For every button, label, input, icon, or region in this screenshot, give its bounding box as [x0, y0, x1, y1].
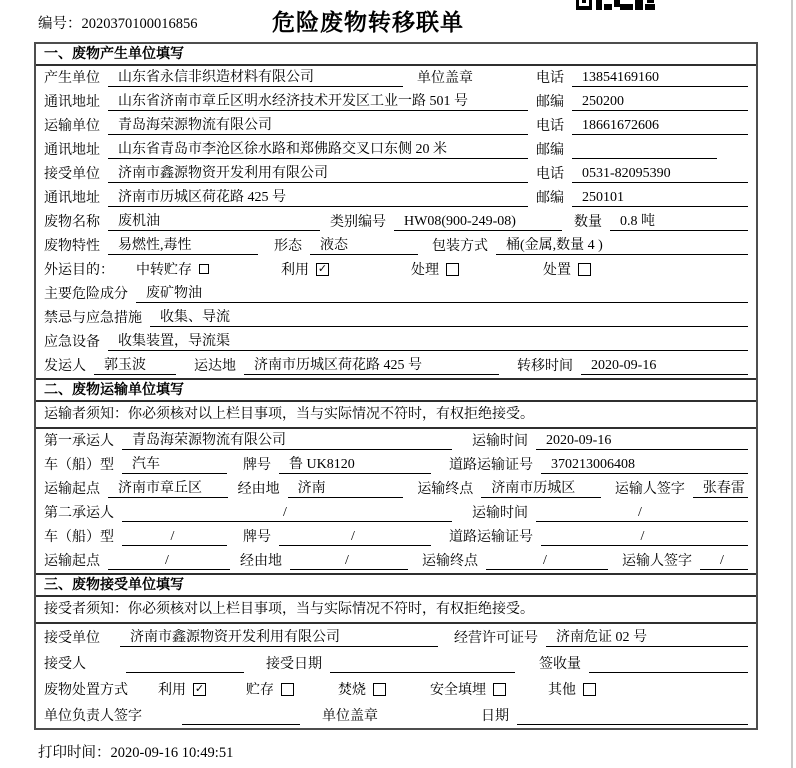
section-producer [36, 44, 756, 378]
quantity-label: 数量 [574, 215, 602, 230]
vehicle-type-label: 车（船）型 [44, 530, 114, 545]
transport-zip-label: 邮编 [536, 143, 564, 158]
waste-traits-label: 废物特性 [44, 239, 100, 254]
receive-address-value: 济南市历城区荷花路 425 号 [108, 189, 528, 207]
row-route-2 [36, 549, 756, 573]
vehicle-type-value: 汽车 [122, 456, 227, 474]
emergency-equipment-label: 应急设备 [44, 335, 100, 350]
row-disposal-method [36, 676, 756, 702]
receive-address-label: 通讯地址 [44, 191, 100, 206]
first-carrier-label: 第一承运人 [44, 434, 114, 449]
receive-zip-label: 邮编 [536, 191, 564, 206]
hazard-components-value: 废矿物油 [136, 285, 748, 303]
head-signature-label: 单位负责人签字 [44, 709, 142, 724]
receive-zip-value: 250101 [572, 189, 748, 207]
checkbox-icon [583, 683, 596, 696]
row-receive-address [36, 186, 756, 210]
transport-phone-value: 18661672606 [572, 117, 748, 135]
section-transporter [36, 378, 756, 573]
row-waste-traits [36, 234, 756, 258]
packing-value: 桶(金属,数量 4 ) [496, 237, 748, 255]
row-first-carrier [36, 429, 756, 453]
transport-time-value: / [536, 504, 748, 522]
route-origin-value: 济南市章丘区 [108, 480, 228, 498]
waste-form-label: 形态 [274, 239, 302, 254]
row-transport-purpose [36, 258, 756, 282]
purpose-label: 外运目的： [44, 263, 114, 278]
waste-name-value: 废机油 [108, 213, 320, 231]
row-shipper [36, 354, 756, 378]
doc-number-label: 编号： [38, 16, 82, 32]
carrier-signature-value: / [700, 552, 748, 570]
checkbox-icon [446, 263, 459, 276]
waste-form-value: 液态 [310, 237, 418, 255]
row-recipient [36, 650, 756, 676]
producer-phone-label: 电话 [536, 71, 564, 86]
route-origin-value: / [108, 552, 230, 570]
section-producer-title: 一、废物产生单位填写 [36, 44, 756, 66]
checkbox-icon [281, 683, 294, 696]
section-transporter-title: 二、废物运输单位填写 [36, 380, 756, 402]
destination-value: 济南市历城区荷花路 425 号 [244, 357, 499, 375]
disposal-option-label: 其他 [548, 683, 576, 698]
row-vehicle-1 [36, 453, 756, 477]
disposal-option-other [548, 679, 596, 699]
document-header [0, 0, 796, 40]
transport-unit-label: 运输单位 [44, 119, 100, 134]
receive-date-label: 接受日期 [266, 657, 322, 672]
checkbox-checked-icon: ✓ [194, 681, 205, 695]
purpose-option-dispose [543, 259, 591, 279]
checkbox-icon [373, 683, 386, 696]
purpose-option-label: 处理 [411, 263, 439, 278]
waste-name-label: 废物名称 [44, 215, 100, 230]
carrier-signature-label: 运输人签字 [614, 482, 685, 497]
carrier-signature-label: 运输人签字 [622, 554, 692, 569]
transport-zip-value [572, 141, 717, 159]
head-signature-value [182, 707, 300, 725]
disposal-option-incinerate [338, 679, 386, 699]
disposal-option-utilize [158, 679, 206, 699]
page-title: 危险废物转移联单 [272, 10, 464, 35]
producer-unit-label: 产生单位 [44, 71, 100, 86]
transporter-notice: 运输者须知：你必须核对以上栏目事项，当与实际情况不符时，有权拒绝接受。 [36, 402, 756, 429]
plate-number-label: 牌号 [243, 458, 271, 473]
license-number-value: 济南危证 02 号 [546, 629, 748, 647]
plate-number-label: 牌号 [243, 530, 271, 545]
emergency-measures-value: 收集、导流 [150, 309, 748, 327]
row-transport-unit [36, 114, 756, 138]
route-via-value: / [290, 552, 408, 570]
transport-time-value: 2020-09-16 [536, 432, 748, 450]
section-receiver [36, 573, 756, 728]
unit-seal-label: 单位盖章 [322, 709, 378, 724]
purpose-option-treat [411, 259, 459, 279]
route-via-label: 经由地 [237, 482, 280, 497]
disposal-option-label: 安全填埋 [430, 683, 486, 698]
row-emergency-measures [36, 306, 756, 330]
row-producer-unit [36, 66, 756, 90]
transport-address-label: 通讯地址 [44, 143, 100, 158]
transport-time-label: 运输时间 [472, 434, 528, 449]
shipper-value: 郭玉波 [94, 357, 176, 375]
producer-address-label: 通讯地址 [44, 95, 100, 110]
quantity-value: 0.8 吨 [610, 213, 748, 231]
checkbox-checked-icon: ✓ [317, 261, 328, 275]
receive-unit-value: 济南市鑫源物资开发利用有限公司 [108, 165, 528, 183]
road-permit-label: 道路运输证号 [449, 530, 533, 545]
shipper-label: 发运人 [44, 359, 86, 374]
plate-number-value: 鲁 UK8120 [279, 456, 431, 474]
signed-amount-label: 签收量 [539, 657, 581, 672]
purpose-option-transfer-storage [136, 259, 209, 279]
checkbox-icon [199, 264, 209, 274]
route-via-value: 济南 [288, 480, 404, 498]
row-vehicle-2 [36, 525, 756, 549]
destination-label: 运达地 [194, 359, 236, 374]
vehicle-type-value: / [122, 528, 227, 546]
receive-date-value [330, 655, 515, 673]
road-permit-label: 道路运输证号 [449, 458, 533, 473]
row-receive-unit [36, 162, 756, 186]
disposal-option-storage [246, 679, 294, 699]
receive-company-label: 接受单位 [44, 631, 100, 646]
print-time-value: 2020-09-16 10:49:51 [110, 745, 234, 761]
checkbox-icon [578, 263, 591, 276]
disposal-option-label: 贮存 [246, 683, 274, 698]
route-via-label: 经由地 [240, 554, 282, 569]
carrier-signature-value: 张春雷 [693, 480, 748, 498]
transport-phone-label: 电话 [536, 119, 564, 134]
route-end-value: 济南市历城区 [481, 480, 601, 498]
purpose-option-utilize [281, 259, 329, 279]
row-receive-company [36, 624, 756, 650]
transport-time-label: 运输时间 [472, 506, 528, 521]
print-time [38, 741, 233, 762]
disposal-option-label: 焚烧 [338, 683, 366, 698]
disposal-method-label: 废物处置方式 [44, 683, 128, 698]
disposal-option-label: 利用 [158, 683, 186, 698]
purpose-option-label: 利用 [281, 263, 309, 278]
transfer-time-value: 2020-09-16 [581, 357, 748, 375]
manifest-form [34, 42, 758, 730]
row-transport-address [36, 138, 756, 162]
hazard-components-label: 主要危险成分 [44, 287, 128, 302]
second-carrier-label: 第二承运人 [44, 506, 114, 521]
receive-phone-label: 电话 [536, 167, 564, 182]
receive-unit-label: 接受单位 [44, 167, 100, 182]
row-head-signature [36, 702, 756, 728]
row-emergency-equipment [36, 330, 756, 354]
seal-date-value [517, 707, 748, 725]
producer-zip-label: 邮编 [536, 95, 564, 110]
print-time-label: 打印时间： [38, 745, 111, 761]
license-number-label: 经营许可证号 [454, 631, 538, 646]
producer-zip-value: 250200 [572, 93, 748, 111]
route-origin-label: 运输起点 [44, 554, 100, 569]
recipient-label: 接受人 [44, 657, 86, 672]
category-code-value: HW08(900-249-08) [394, 213, 562, 231]
category-code-label: 类别编号 [330, 215, 386, 230]
doc-number-value: 2020370100016856 [81, 16, 198, 32]
first-carrier-value: 青岛海荣源物流有限公司 [122, 432, 452, 450]
route-end-value: / [486, 552, 608, 570]
row-route-1 [36, 477, 756, 501]
receive-phone-value: 0531-82095390 [572, 165, 748, 183]
row-waste-name [36, 210, 756, 234]
row-second-carrier [36, 501, 756, 525]
route-end-label: 运输终点 [422, 554, 478, 569]
route-origin-label: 运输起点 [44, 482, 100, 497]
road-permit-value: / [541, 528, 748, 546]
road-permit-value: 370213006408 [541, 456, 748, 474]
plate-number-value: / [279, 528, 431, 546]
qr-code-fragment [576, 0, 656, 10]
disposal-option-landfill [430, 679, 506, 699]
producer-unit-value: 山东省永信非织造材料有限公司 [108, 69, 403, 87]
vehicle-type-label: 车（船）型 [44, 458, 114, 473]
route-end-label: 运输终点 [417, 482, 474, 497]
signed-amount-value [589, 655, 748, 673]
producer-address-value: 山东省济南市章丘区明水经济技术开发区工业一路 501 号 [108, 93, 528, 111]
transfer-time-label: 转移时间 [517, 359, 573, 374]
packing-label: 包装方式 [432, 239, 488, 254]
second-carrier-value: / [122, 504, 452, 522]
receive-company-value: 济南市鑫源物资开发利用有限公司 [120, 629, 438, 647]
page-edge-line [791, 0, 793, 768]
waste-traits-value: 易燃性,毒性 [108, 237, 258, 255]
emergency-measures-label: 禁忌与应急措施 [44, 311, 142, 326]
producer-phone-value: 13854169160 [572, 69, 748, 87]
purpose-option-label: 中转贮存 [136, 263, 192, 278]
recipient-value [126, 655, 244, 673]
receiver-notice: 接受者须知：你必须核对以上栏目事项，当与实际情况不符时，有权拒绝接受。 [36, 597, 756, 624]
purpose-option-label: 处置 [543, 263, 571, 278]
checkbox-icon [493, 683, 506, 696]
seal-date-label: 日期 [481, 709, 509, 724]
transport-address-value: 山东省青岛市李沧区徐水路和郑佛路交叉口东侧 20 米 [108, 141, 528, 159]
row-hazard-components [36, 282, 756, 306]
transport-unit-value: 青岛海荣源物流有限公司 [108, 117, 528, 135]
emergency-equipment-value: 收集装置，导流渠 [108, 333, 748, 351]
section-receiver-title: 三、废物接受单位填写 [36, 575, 756, 597]
unit-seal-label: 单位盖章 [417, 71, 473, 86]
row-producer-address [36, 90, 756, 114]
